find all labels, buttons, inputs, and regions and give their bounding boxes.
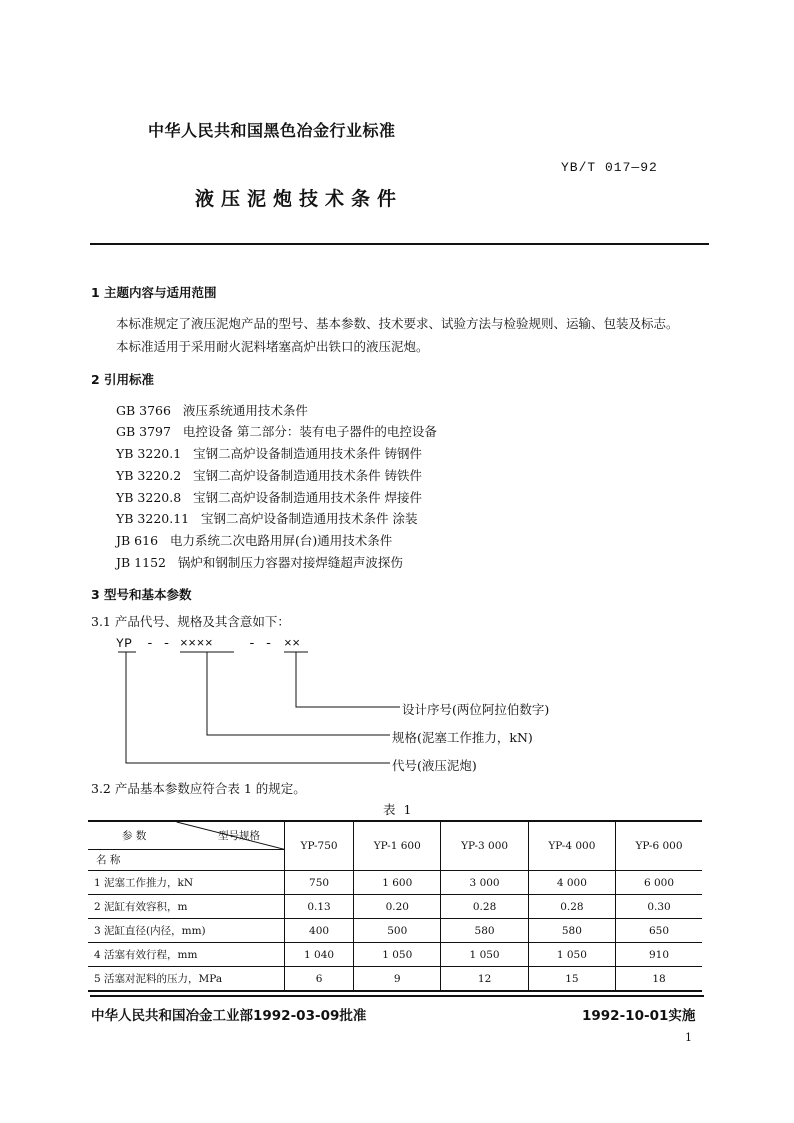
reference-title: 锅炉和钢制压力容器对接焊缝超声波探伤	[177, 555, 403, 570]
page-number: 1	[685, 1031, 692, 1044]
row-label: 1 泥塞工作推力，kN	[88, 871, 285, 895]
table-cell: 0.28	[528, 895, 615, 919]
row-label: 2 泥缸有效容积，m	[88, 895, 285, 919]
leader-serial	[296, 652, 400, 707]
table-cell: 4 000	[528, 871, 615, 895]
model-spec-placeholder: ××××	[180, 636, 214, 651]
reference-title: 宝钢二高炉设备制造通用技术条件 铸钢件	[193, 446, 423, 461]
reference-code: GB 3766	[116, 403, 171, 418]
document-title: 液压泥炮技术条件	[195, 188, 404, 210]
table-cell: 0.20	[354, 895, 441, 919]
reference-title: 电力系统二次电路用屏(台)通用技术条件	[169, 533, 393, 548]
corner-name-label: 名 称	[96, 854, 121, 866]
table-cell: 1 600	[354, 871, 441, 895]
section-3-heading: 3 型号和基本参数	[91, 587, 192, 602]
leader-code	[126, 652, 390, 763]
clause-3-1: 3.1 产品代号、规格及其含意如下：	[91, 614, 290, 629]
reference-item	[116, 401, 308, 419]
table-row	[88, 871, 702, 895]
table-row	[88, 919, 702, 943]
footer-divider	[90, 995, 704, 997]
table-row	[88, 943, 702, 967]
column-header: YP-4 000	[528, 821, 615, 871]
table-cell: 580	[528, 919, 615, 943]
reference-title: 宝钢二高炉设备制造通用技术条件 铸铁件	[193, 468, 423, 483]
table-cell: 15	[528, 967, 615, 992]
corner-parameter-label: 参 数	[122, 830, 147, 842]
leader-spec	[207, 652, 390, 735]
table-header-row	[88, 821, 702, 871]
table-cell: 1 050	[354, 943, 441, 967]
reference-code: YB 3220.8	[116, 490, 182, 505]
table-cell: 18	[616, 967, 702, 992]
section-1-paragraph-1: 本标准规定了液压泥炮产品的型号、基本参数、技术要求、试验方法与检验规则、运输、包装及标志。	[116, 316, 679, 331]
reference-item	[116, 531, 392, 549]
corner-model-label: 型号规格	[218, 830, 260, 842]
model-separator: - -	[248, 636, 273, 651]
table-cell: 6 000	[616, 871, 702, 895]
reference-code: JB 616	[116, 533, 159, 548]
reference-title: 宝钢二高炉设备制造通用技术条件 焊接件	[193, 490, 423, 505]
table-cell: 0.28	[441, 895, 528, 919]
table-cell: 910	[616, 943, 702, 967]
table-cell: 580	[441, 919, 528, 943]
row-label: 5 活塞对泥料的压力，MPa	[88, 967, 285, 992]
row-label: 4 活塞有效行程，mm	[88, 943, 285, 967]
reference-item	[116, 488, 422, 506]
table-cell: 12	[441, 967, 528, 992]
label-serial: 设计序号(两位阿拉伯数字)	[402, 702, 550, 717]
table-caption: 表 1	[383, 802, 414, 817]
table-cell: 1 050	[441, 943, 528, 967]
table-cell: 750	[285, 871, 354, 895]
header-divider	[90, 243, 709, 245]
reference-item	[116, 422, 437, 440]
table-cell: 400	[285, 919, 354, 943]
table-cell: 500	[354, 919, 441, 943]
effective-date: 1992-10-01实施	[582, 1008, 696, 1024]
column-header: YP-1 600	[354, 821, 441, 871]
reference-item	[116, 444, 422, 462]
label-code: 代号(液压泥炮)	[392, 758, 477, 773]
reference-code: YB 3220.2	[116, 468, 182, 483]
table-cell: 1 050	[528, 943, 615, 967]
reference-item	[116, 509, 418, 527]
section-1-paragraph-2: 本标准适用于采用耐火泥料堵塞高炉出铁口的液压泥炮。	[116, 339, 429, 354]
table-cell: 9	[354, 967, 441, 992]
section-2-heading: 2 引用标准	[91, 372, 155, 387]
reference-item	[116, 553, 403, 571]
model-separator: - -	[146, 636, 171, 651]
table-cell: 6	[285, 967, 354, 992]
model-code-prefix: YP	[116, 636, 133, 651]
reference-title: 电控设备 第二部分：装有电子器件的电控设备	[182, 424, 437, 439]
reference-code: YB 3220.1	[116, 446, 182, 461]
table-row	[88, 895, 702, 919]
reference-code: YB 3220.11	[116, 511, 190, 526]
standard-code: YB/T 017—92	[561, 160, 658, 175]
label-spec: 规格(泥塞工作推力，kN)	[392, 730, 533, 745]
reference-title: 宝钢二高炉设备制造通用技术条件 涂装	[201, 511, 418, 526]
table-cell: 0.13	[285, 895, 354, 919]
column-header: YP-3 000	[441, 821, 528, 871]
table-cell: 1 040	[285, 943, 354, 967]
table-cell: 3 000	[441, 871, 528, 895]
column-header: YP-750	[285, 821, 354, 871]
issuing-organization: 中华人民共和国黑色冶金行业标准	[148, 121, 396, 140]
reference-code: GB 3797	[116, 424, 171, 439]
parameter-table	[88, 820, 702, 992]
reference-item	[116, 466, 422, 484]
table-cell: 650	[616, 919, 702, 943]
section-1-heading: 1 主题内容与适用范围	[91, 285, 217, 300]
table-corner-cell	[88, 821, 285, 871]
row-label: 3 泥缸直径(内径，mm)	[88, 919, 285, 943]
column-header: YP-6 000	[616, 821, 702, 871]
table-cell: 0.30	[616, 895, 702, 919]
table-row	[88, 967, 702, 992]
clause-3-2: 3.2 产品基本参数应符合表 1 的规定。	[91, 781, 306, 796]
reference-title: 液压系统通用技术条件	[182, 403, 308, 418]
reference-code: JB 1152	[116, 555, 166, 570]
model-serial-placeholder: ××	[284, 636, 301, 651]
approval-statement: 中华人民共和国冶金工业部1992-03-09批准	[91, 1008, 367, 1024]
